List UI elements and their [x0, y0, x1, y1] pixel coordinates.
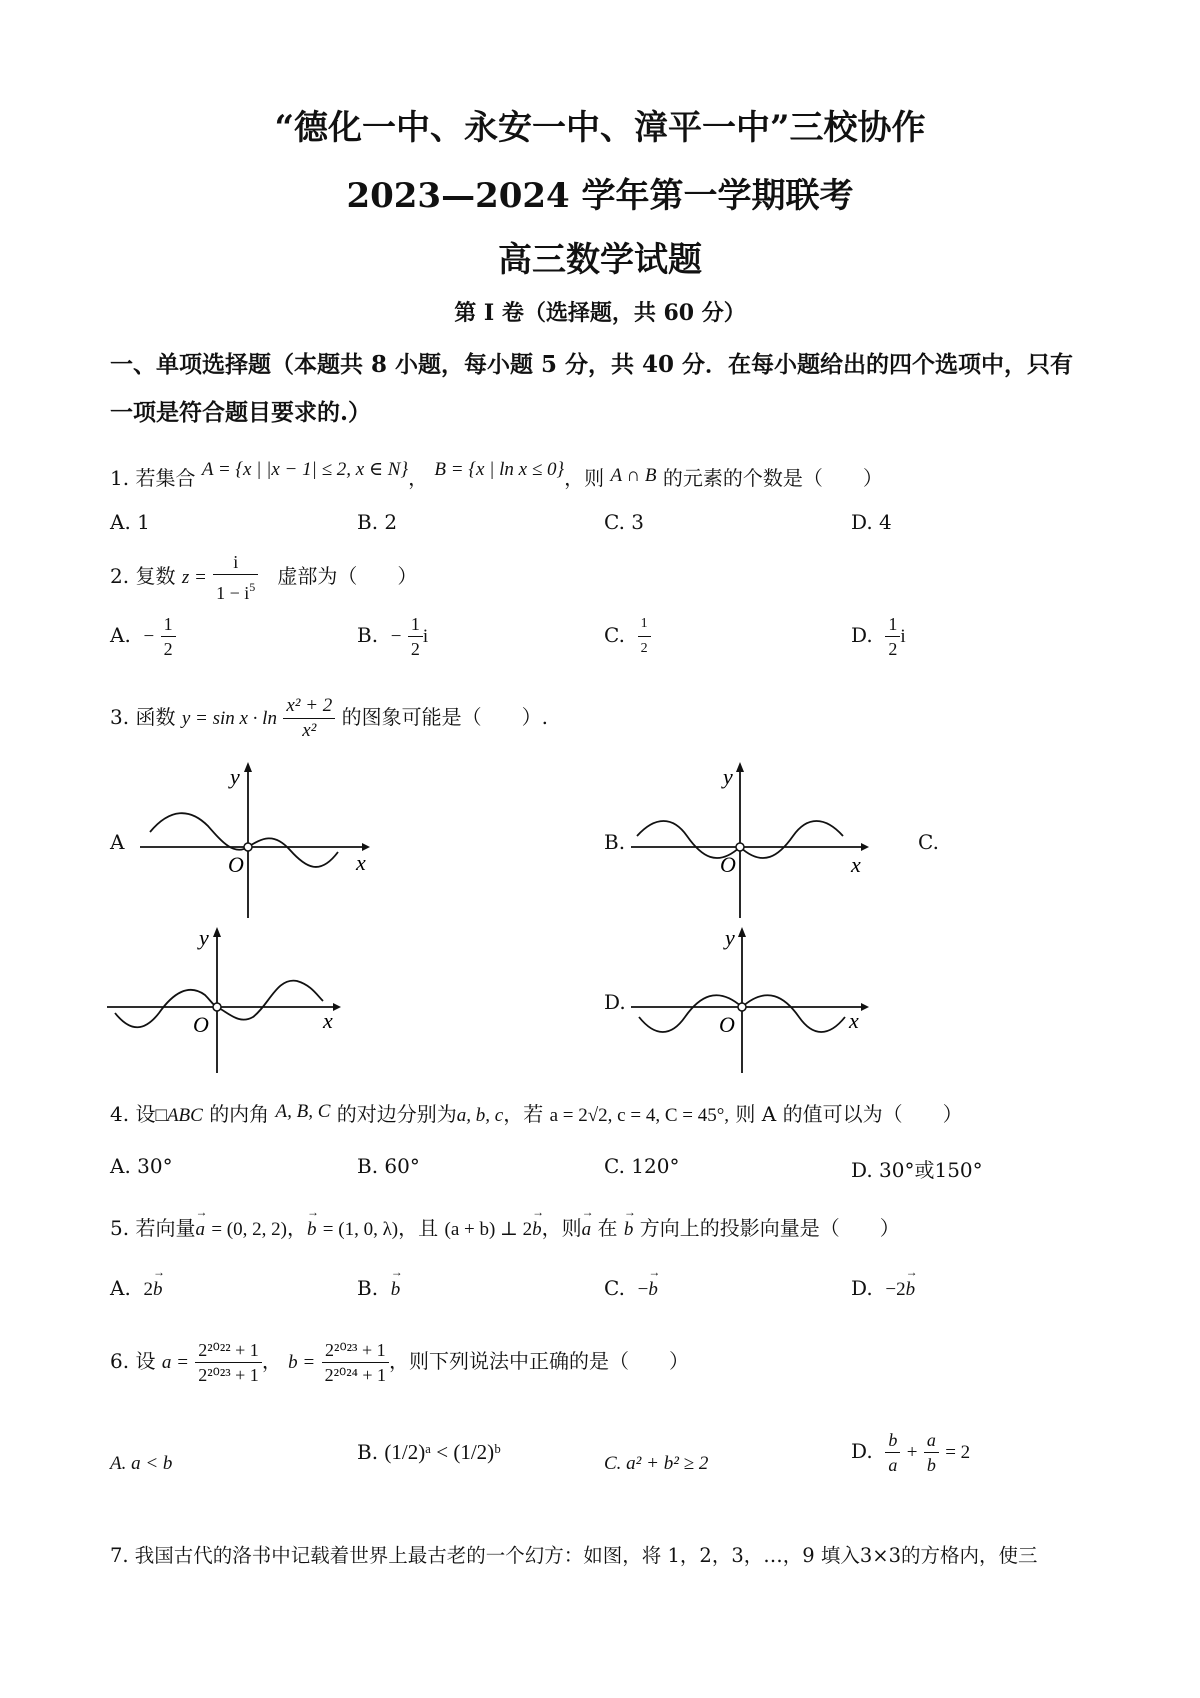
graph-d-origin-hole [738, 1003, 746, 1011]
graph-b-x-arrow [861, 843, 869, 851]
graph-a-y-label: y [230, 764, 240, 789]
graph-d-x-label: x [849, 1008, 859, 1033]
question-5: 5. 若向量→ a = (0, 2, 2)，→ b = (1, 0, λ)，且 (a + b) ⊥ 2→ b，则→ a 在 → b 方向上的投影向量是（ ） [110, 1212, 900, 1241]
section-instructions-line1: 一、单项选择题（本题共 8 小题，每小题 5 分，共 40 分．在每小题给出的四个选项中，只有 [110, 351, 1074, 378]
q1-option-b: B. 2 [357, 510, 398, 534]
q2-fraction [213, 550, 258, 605]
q5-option-d: D. −2→ b [851, 1276, 915, 1301]
graph-c-origin-label: O [193, 1012, 209, 1037]
graph-b-y-arrow [736, 762, 744, 772]
q6-b-fraction: $\frac{\text{2²⁰²³ + 1}}{\text{2²⁰²⁴ + 1}}$ [322, 1338, 389, 1387]
q6-option-c: C. a² + b² ≥ 2 [604, 1453, 709, 1474]
q4-option-c: C. 120° [604, 1154, 680, 1178]
q2-stem: 2. 复数 [110, 564, 176, 588]
q2-option-b: B. − $\frac{1}{2}$ i [357, 614, 429, 659]
question-6: 6. 设 a = $\frac{\text{2²⁰²² + 1}}{\text{2²⁰²³ + 1}}$ ， b = $\frac{\text{2²⁰²³ + 1}}{\text{2²⁰²⁴ + 1}}$ ，则下列说法中正确的是（ ） [110, 1340, 690, 1385]
graph-c-y-label: y [199, 925, 209, 950]
q2-option-c: C. $\frac{1}{2}$ [604, 612, 651, 661]
question-7: 7. 我国古代的洛书中记载着世界上最古老的一个幻方：如图，将 1，2，3，…，9 填入3×3的方格内，使三 [110, 1544, 1038, 1567]
q1-option-a: A. 1 [110, 510, 150, 534]
q4-option-d: D. 30°或150° [851, 1158, 983, 1182]
graph-c-x-label: x [323, 1008, 333, 1033]
q3-lhs: y = sin x · ln [181, 708, 277, 729]
question-3 [110, 694, 548, 743]
graph-a [130, 760, 370, 920]
graph-a-origin-hole [244, 843, 252, 851]
question-4: 4. 设□ABC 的内角 A, B, C 的对边分别为a, b, c，若 a = 2√2, c = 4, C = 45°, 则 A 的值可以为（ ） [110, 1101, 963, 1126]
q2-numerator: i [213, 550, 258, 575]
graph-a-y-arrow [244, 762, 252, 772]
graph-c-origin-hole [213, 1003, 221, 1011]
graph-a-x-label: x [356, 850, 366, 875]
q3-stem: 3. 函数 [110, 705, 176, 729]
q5-condition: (a + b) ⊥ 2 [444, 1219, 533, 1240]
q5-option-b: B. → b [357, 1276, 400, 1301]
q3-label-c: C. [918, 830, 939, 854]
q4-option-a: A. 30° [110, 1154, 173, 1178]
exam-title-subject: 高三数学试题 [498, 240, 702, 280]
graph-d-origin-label: O [719, 1012, 735, 1037]
graph-b [625, 760, 870, 920]
graph-d-x-arrow [861, 1003, 869, 1011]
q5-option-c: C. −→ b [604, 1276, 658, 1301]
q1-option-d: D. 4 [851, 510, 892, 534]
q6-a-fraction: $\frac{\text{2²⁰²² + 1}}{\text{2²⁰²³ + 1}}$ [195, 1338, 262, 1387]
q1-stem: 1. 若集合 [110, 466, 196, 490]
graph-c [105, 925, 345, 1075]
q3-label-d: D. [604, 990, 626, 1014]
graph-d [625, 925, 870, 1075]
graph-c-y-arrow [213, 927, 221, 937]
exam-title-term: 2023—2024 学年第一学期联考 [346, 176, 854, 216]
q1-comma: ， [408, 466, 429, 490]
q1-tail2: 的元素的个数是（ ） [662, 466, 883, 490]
graph-d-y-arrow [738, 927, 746, 937]
q4-condition: a = 2√2, c = 4, C = 45°, [549, 1105, 730, 1126]
q3-fraction: $\frac{\text{x² + 2}}{\text{x²}}$ [283, 694, 335, 743]
q2-lhs: z = [181, 567, 207, 588]
q3-label-b: B. [604, 830, 626, 854]
graph-a-origin-label: O [228, 852, 244, 877]
q2-option-d: D. $\frac{1}{2}$ i [851, 614, 906, 659]
q1-set-a: A = {x | |x − 1| ≤ 2, x ∈ N} [201, 459, 409, 480]
part-heading: 第 I 卷（选择题，共 60 分） [454, 300, 746, 326]
q6-option-a: A. a < b [110, 1453, 173, 1474]
q2-denominator: $1 - i^5$ [216, 580, 256, 603]
q1-expr: A ∩ B [610, 465, 657, 486]
q2-tail: 虚部为（ ） [277, 564, 418, 588]
graph-b-y-label: y [723, 764, 733, 789]
question-2 [110, 550, 417, 605]
q1-tail1: ，则 [564, 466, 605, 490]
section-instructions-line2: 一项是符合题目要求的.） [110, 399, 372, 426]
q5-option-a: A. 2→ b [110, 1276, 163, 1301]
q1-option-c: C. 3 [604, 510, 645, 534]
q3-label-a: A [110, 830, 125, 854]
q4-triangle: ABC [166, 1105, 203, 1126]
q1-set-b: B = {x | ln x ≤ 0} [434, 459, 565, 480]
question-1 [110, 459, 883, 491]
q3-tail: 的图象可能是（ ）. [341, 705, 548, 729]
graph-c-x-arrow [333, 1003, 341, 1011]
graph-b-origin-label: O [720, 852, 736, 877]
graph-d-y-label: y [725, 925, 735, 950]
graph-b-origin-hole [736, 843, 744, 851]
exam-title-schools: “德化一中、永安一中、漳平一中”三校协作 [274, 108, 926, 148]
graph-b-x-label: x [851, 852, 861, 877]
q6-option-b: B. (1/2)ᵃ < (1/2)ᵇ [357, 1440, 501, 1464]
q2-option-a: A. − $\frac{1}{2}$ [110, 612, 176, 661]
q6-option-d: D. $\frac{b}{a}$ + $\frac{a}{b}$ = 2 [851, 1430, 971, 1475]
q4-option-b: B. 60° [357, 1154, 420, 1178]
graph-a-curve [150, 813, 338, 867]
